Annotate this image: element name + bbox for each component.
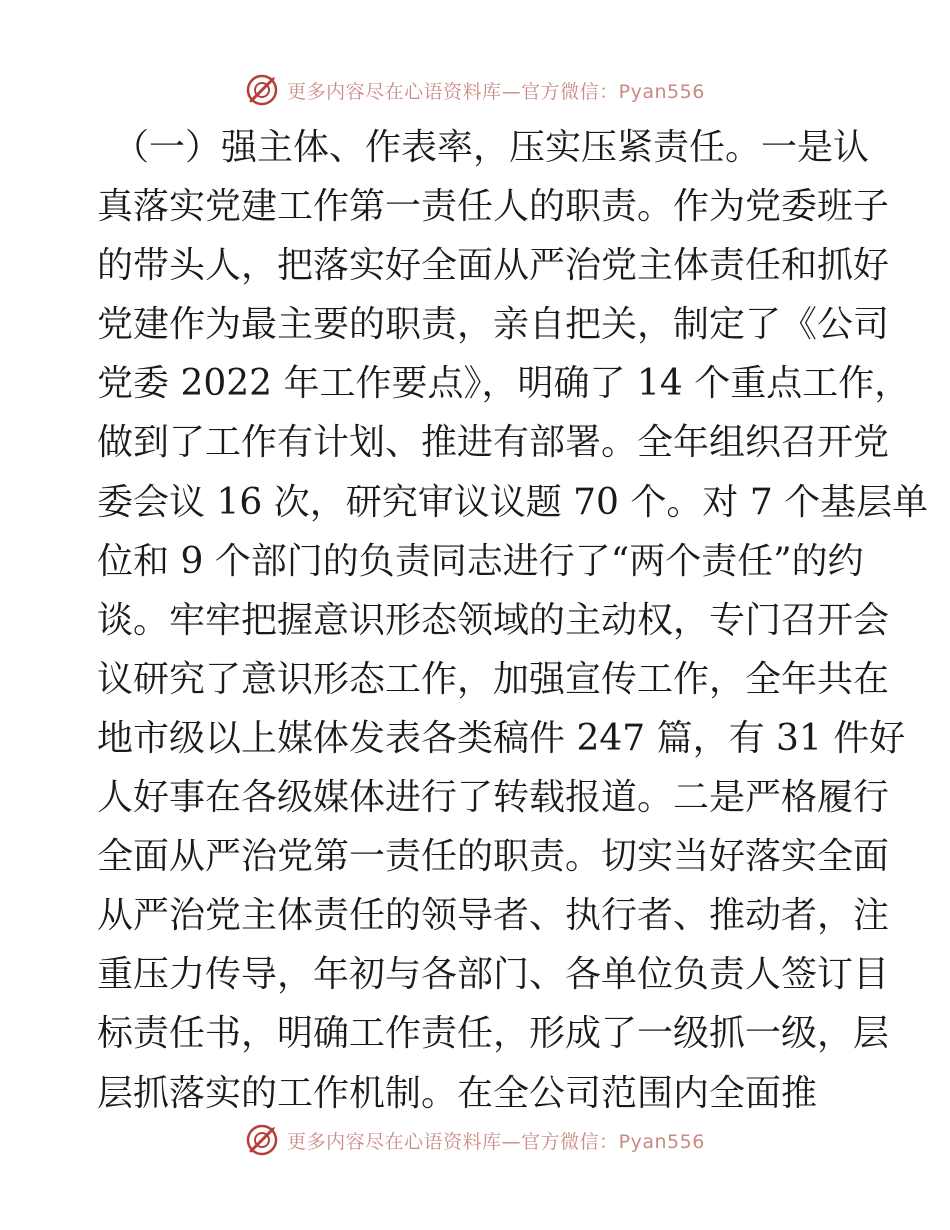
watermark-text: 更多内容尽在心语资料库—官方微信：Pyan556 [287,1130,705,1153]
text-line: 地市级以上媒体发表各类稿件 247 篇，有 31 件好 [97,717,906,759]
text-line: 做到了工作有计划、推进有部署。全年组织召开党 [97,422,890,464]
footer-watermark [0,1120,950,1160]
text-line: 的带头人，把落实好全面从严治党主体责任和抓好 [97,245,890,287]
text-line: 层抓落实的工作机制。在全公司范围内全面推 [97,1072,818,1114]
brand-logo-icon [245,73,279,107]
text-line: 标责任书，明确工作责任，形成了一级抓一级，层 [97,1013,890,1055]
text-line: 重压力传导，年初与各部门、各单位负责人签订目 [97,954,890,996]
text-line: 谈。牢牢把握意识形态领域的主动权，专门召开会 [97,599,890,641]
text-line: 议研究了意识形态工作，加强宣传工作，全年共在 [97,658,890,700]
watermark-text: 更多内容尽在心语资料库—官方微信：Pyan556 [287,80,705,103]
text-line: 真落实党建工作第一责任人的职责。作为党委班子 [97,186,890,228]
header-watermark [0,70,950,110]
text-line: 全面从严治党第一责任的职责。切实当好落实全面 [97,836,890,878]
brand-logo-icon [245,1123,279,1157]
text-line: 党建作为最主要的职责，亲自把关，制定了《公司 [97,304,890,346]
text-line: 党委 2022 年工作要点》，明确了 14 个重点工作， [97,363,911,405]
document-body [97,118,929,1123]
text-line: （一）强主体、作表率，压实压紧责任。一是认 [113,127,870,168]
text-line: 从严治党主体责任的领导者、执行者、推动者，注 [97,895,890,937]
text-line: 位和 9 个部门的负责同志进行了“两个责任”的约 [97,540,864,582]
text-line: 人好事在各级媒体进行了转载报道。二是严格履行 [97,777,890,819]
text-line: 委会议 16 次，研究审议议题 70 个。对 7 个基层单 [97,481,929,523]
